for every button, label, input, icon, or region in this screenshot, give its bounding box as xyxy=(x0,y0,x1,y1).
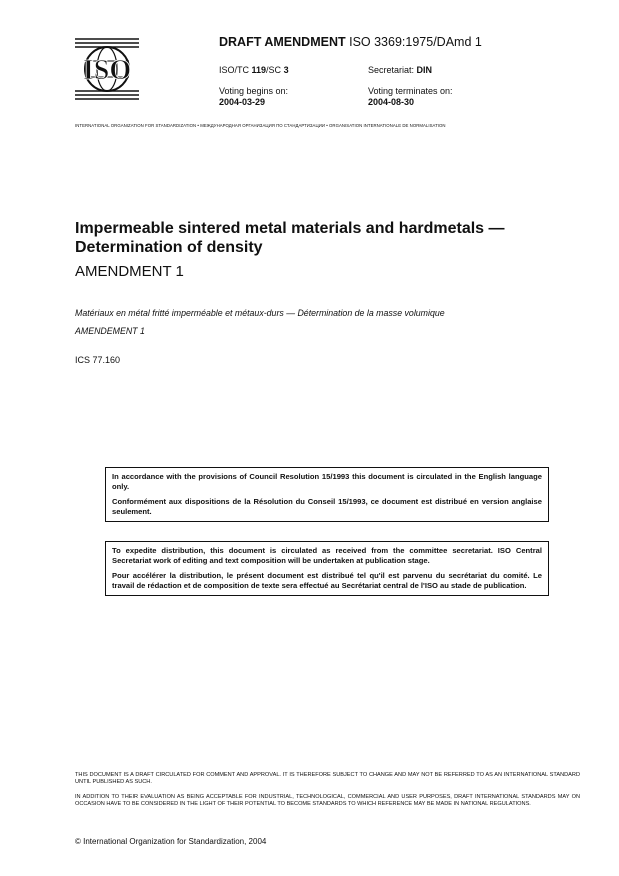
evaluation-disclaimer: IN ADDITION TO THEIR EVALUATION AS BEING ACCEPTABLE FOR INDUSTRIAL, TECHNOLOGICAL, COMMERCIAL AND USER PURPOSES, DRAFT INTERNATIONAL STANDARDS MAY ON OCCASION HAVE TO BE CONSIDERED IN THE LIGHT OF THEIR POTENTIAL TO BECOME STANDARDS TO WHICH REFERENCE MAY BE MADE IN NATIONAL REGULATIONS. xyxy=(75,794,580,808)
organization-line: INTERNATIONAL ORGANIZATION FOR STANDARDIZATION • МЕЖДУНАРОДНАЯ ОРГАНИЗАЦИЯ ПО СТАНДАРТИЗАЦИИ • ORGANISATION INTERNATIONALE DE NORMALISATION xyxy=(75,123,446,128)
french-title: Matériaux en métal fritté imperméable et métaux-durs — Détermination de la masse volumique AMENDEMENT 1 xyxy=(75,308,445,336)
distribution-notice-box xyxy=(105,541,549,596)
language-notice-box xyxy=(105,467,549,522)
distribution-french: Pour accélérer la distribution, le présent document est distribué tel qu'il est parvenu du secrétariat du comité. Le travail de rédaction et de composition de texte sera effectué au Secrétariat central de l'ISO au stade de publication. xyxy=(112,571,542,591)
amendment-label: AMENDMENT 1 xyxy=(75,263,184,280)
ics-code: ICS 77.160 xyxy=(75,355,121,365)
document-reference: DRAFT AMENDMENT ISO 3369:1975/DAmd 1 xyxy=(219,35,482,49)
iso-logo xyxy=(75,37,139,101)
notice-french: Conformément aux dispositions de la Résolution du Conseil 15/1993, ce document est distribué en version anglaise seulement. xyxy=(112,497,542,517)
committee: ISO/TC 119/SC 3 xyxy=(219,65,289,75)
document-title: Impermeable sintered metal materials and hardmetals — Determination of density xyxy=(75,220,505,256)
notice-english: In accordance with the provisions of Council Resolution 15/1993 this document is circulated in the English language only. xyxy=(112,472,542,491)
voting-begins: Voting begins on: 2004-03-29 xyxy=(219,86,289,107)
distribution-english: To expedite distribution, this document is circulated as received from the committee secretariat. ISO Central Secretariat work of editing and text composition will be undertaken at publication stage. xyxy=(112,546,542,565)
secretariat: Secretariat: DIN xyxy=(368,65,433,75)
voting-terminates: Voting terminates on: 2004-08-30 xyxy=(368,86,453,107)
copyright: © International Organization for Standardization, 2004 xyxy=(75,837,267,846)
svg-text:ISO: ISO xyxy=(82,55,132,86)
draft-disclaimer: THIS DOCUMENT IS A DRAFT CIRCULATED FOR COMMENT AND APPROVAL. IT IS THEREFORE SUBJECT TO CHANGE AND MAY NOT BE REFERRED TO AS AN INTERNATIONAL STANDARD UNTIL PUBLISHED AS SUCH. xyxy=(75,772,580,786)
